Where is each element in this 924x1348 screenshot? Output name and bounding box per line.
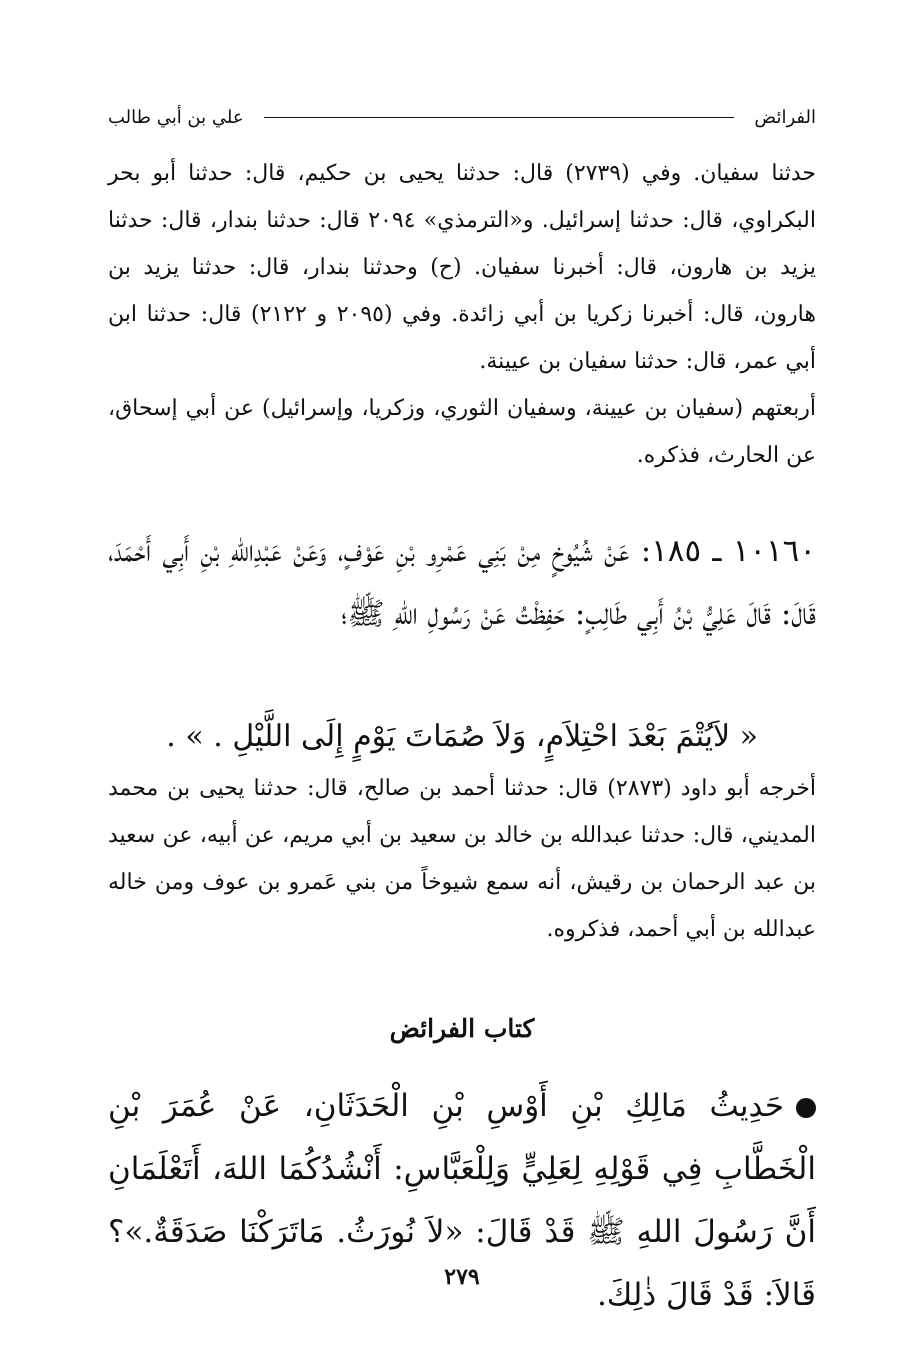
hadith-text: ١٠١٦٠ ـ ١٨٥: عَنْ شُيُوخٍ مِنْ بَنِي عَمْرِو بْنِ عَوْفٍ، وَعَنْ عَبْدِاللهِ بْنِ أَبِي أَحْمَدَ، قَالَ: قَالَ عَلِيُّ بْنُ أَبِي طَالِبٍ: حَفِظْتُ عَنْ رَسُولِ اللهِ ﷺ؛	[108, 533, 816, 632]
hadith-heading-text: حَدِيثُ مَالِكِ بْنِ أَوْسِ بْنِ الْحَدَثَانِ، عَنْ عُمَرَ بْنِ الْخَطَّابِ فِي قَوْلِهِ لِعَلِيٍّ وَلِلْعَبَّاسِ: أَنْشُدُكُمَا اللهَ، أَتَعْلَمَانِ أَنَّ رَسُولَ اللهِ ﷺ قَدْ قَالَ: «لاَ نُورَثُ. مَاتَرَكْنَا صَدَقَةٌ.»؟ قَالاَ: قَدْ قَالَ ذٰلِكَ.	[108, 1088, 816, 1313]
hadith-quote: « لاَيُتْمَ بَعْدَ احْتِلاَمٍ، وَلاَ صُمَاتَ يَوْمٍ إِلَى اللَّيْلِ . » .	[166, 719, 758, 754]
header-rule	[264, 117, 735, 118]
header-book-title: علي بن أبي طالب	[108, 106, 244, 128]
page-number: ٢٧٩	[444, 1264, 480, 1290]
bullet-icon	[796, 1098, 816, 1118]
isnad-paragraph-2: أربعتهم (سفيان بن عيينة، وسفيان الثوري، وزكريا، وإسرائيل) عن أبي إسحاق، عن الحارث، فذكره.	[108, 396, 816, 468]
header-section-title: الفرائض	[754, 106, 816, 128]
takhrij-paragraph: أخرجه أبو داود (٢٨٧٣) قال: حدثنا أحمد بن صالح، قال: حدثنا يحيى بن محمد المديني، قال: حدثنا عبدالله بن خالد بن سعيد بن أبي مريم، عن أبيه، عن سعيد بن عبد الرحمان بن رقيش، أنه سمع شيوخاً من بني عَمرو بن عوف ومن خاله عبدالله بن أبي أحمد، فذكروه.	[108, 776, 816, 942]
isnad-paragraph-1: حدثنا سفيان. وفي (٢٧٣٩) قال: حدثنا يحيى بن حكيم، قال: حدثنا أبو بحر البكراوي، قال: حدثنا إسرائيل. و«الترمذي» ٢٠٩٤ قال: حدثنا بندار، قال: حدثنا يزيد بن هارون، قال: أخبرنا سفيان. (ح) وحدثنا بندار، قال: حدثنا يزيد بن هارون، قال: أخبرنا زكريا بن أبي زائدة. وفي (٢٠٩٥ و ٢١٢٢) قال: حدثنا ابن أبي عمر، قال: حدثنا سفيان بن عيينة.	[108, 161, 816, 374]
running-header	[108, 100, 816, 134]
chapter-title: كتاب الفرائض	[389, 1014, 535, 1043]
